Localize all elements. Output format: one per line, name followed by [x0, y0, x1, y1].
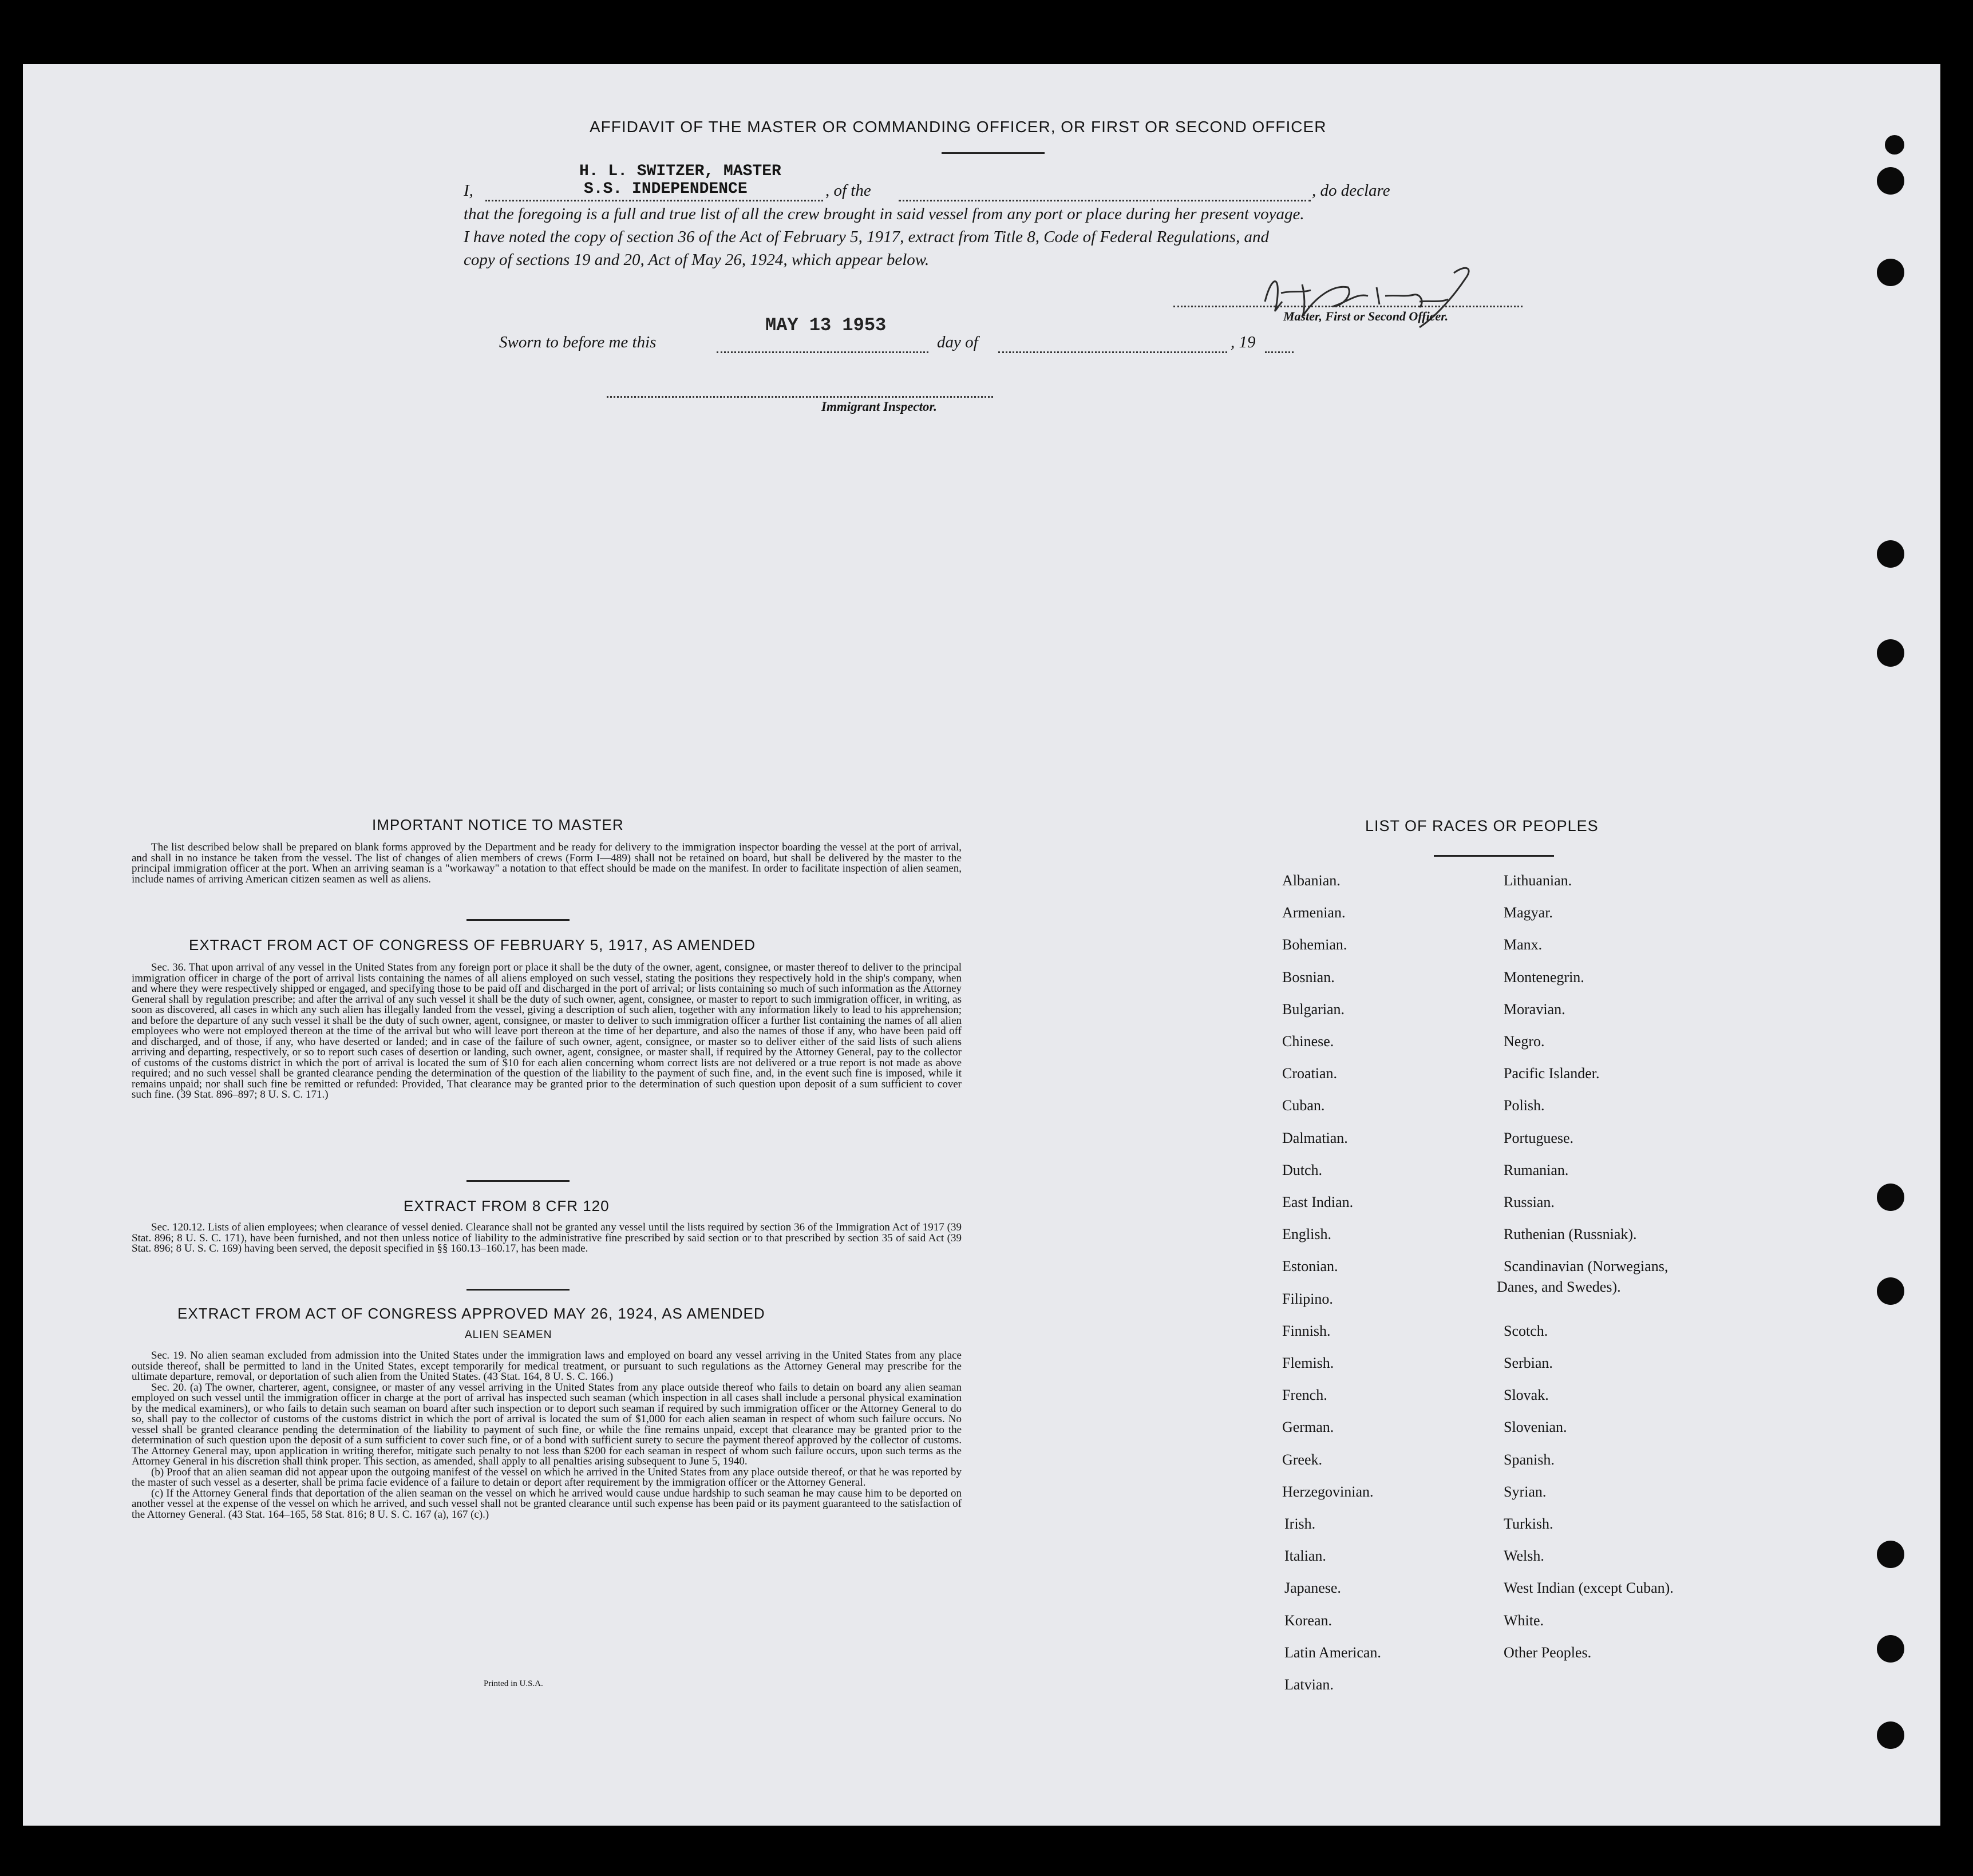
- race-item: Herzegovinian.: [1282, 1483, 1374, 1500]
- race-item: Flemish.: [1282, 1355, 1334, 1371]
- race-item: Negro.: [1504, 1033, 1545, 1050]
- day-of-label: day of: [937, 333, 978, 351]
- section-20b-paragraph: (b) Proof that an alien seaman did not appear upon the outgoing manifest of the vessel on which he arrived in the United States from any place outside thereof, or that he was reported by the master of such vessel as a deserter, shall be prima facie evidence of a failure to detain or deport after requirement by the immigration officer or the Attorney General.: [132, 1466, 962, 1489]
- race-item: Bosnian.: [1282, 969, 1335, 986]
- race-item: Ruthenian (Russniak).: [1504, 1226, 1637, 1242]
- race-item: Moravian.: [1504, 1001, 1565, 1018]
- section-36-paragraph: Sec. 36. That upon arrival of any vessel in the United States from any foreign port or place it shall be the duty of the owner, agent, consignee, or master thereof to deliver to the principal immigration officer in charge of the port of arrival lists containing the names of all aliens employed on such vessel, stating the positions they respectively hold in the ship's company, when and where they were respectively shipped or engaged, and specifying those to be paid off and discharged in the port of arrival; or lists containing so much of such information as the Attorney General shall by regulation prescribe; and after the arrival of any such vessel it shall be the duty of such owner, agent, consignee, or master to report to such immigration officer, in writing, as soon as discovered, all cases in which any such alien has illegally landed from the vessel, giving a description of such alien, together with any information likely to lead to his apprehension; and before the departure of any such vessel it shall be the duty of such owner, agent, consignee, or master to deliver to such immigration officer a further list containing the names of all alien employees who were not employed thereon at the time of the arrival but who will leave port thereon at the time of her departure, and also the names of those if any, who have been paid off and discharged, and of those, if any, who have deserted or landed; and in case of the failure of such owner, agent, consignee, or master so to deliver either of the said lists of such aliens arriving and departing, respectively, or so to report such cases of desertion or landing, such owner, agent, consignee, or master shall, if required by the Attorney General, pay to the collector of customs of the customs district in which the port of arrival is located the sum of $10 for each alien concerning whom correct lists are not delivered or a true report is not made as above required; and no such vessel shall be granted clearance pending the determination of the question of the liability to the payment of such fine, and, in the event such fine is imposed, while it remains unpaid; nor shall such fine be remitted or refunded: Provided, That clearance may be granted prior to the determination of such question upon deposit of a sum sufficient to cover such fine. (39 Stat. 896–897; 8 U. S. C. 171.): [132, 961, 962, 1101]
- race-item: Pacific Islander.: [1504, 1065, 1600, 1082]
- declaration-line-2: that the foregoing is a full and true list of all the crew brought in said vessel from any port or place during her present voyage.: [464, 205, 1304, 223]
- year-prefix: , 19: [1231, 333, 1256, 351]
- race-item: Bohemian.: [1282, 936, 1347, 953]
- race-item: Albanian.: [1282, 872, 1341, 889]
- race-item: Dalmatian.: [1282, 1130, 1348, 1146]
- extract-1924-title: EXTRACT FROM ACT OF CONGRESS APPROVED MAY 26, 1924, AS AMENDED: [177, 1305, 765, 1322]
- date-stamp: MAY 13 1953: [765, 315, 887, 336]
- race-item: White.: [1504, 1612, 1544, 1629]
- document-page: [23, 64, 1940, 1826]
- extract-8cfr-title: EXTRACT FROM 8 CFR 120: [404, 1197, 610, 1214]
- race-item: Serbian.: [1504, 1355, 1553, 1371]
- race-item: Dutch.: [1282, 1162, 1323, 1178]
- declaration-line-3: I have noted the copy of section 36 of the Act of February 5, 1917, extract from Title 8, Code of Federal Regulations, and: [464, 228, 1270, 246]
- extract-1917-title: EXTRACT FROM ACT OF CONGRESS OF FEBRUARY 5, 1917, AS AMENDED: [189, 936, 756, 953]
- race-item: East Indian.: [1282, 1194, 1354, 1210]
- race-item: Filipino.: [1282, 1291, 1333, 1307]
- race-item: Russian.: [1504, 1194, 1555, 1210]
- race-item: Magyar.: [1504, 904, 1553, 921]
- signature-caption: Master, First or Second Officer.: [1283, 309, 1449, 323]
- race-item: Korean.: [1284, 1612, 1333, 1629]
- races-title: LIST OF RACES OR PEOPLES: [1365, 817, 1599, 834]
- race-item: Scotch.: [1504, 1323, 1548, 1339]
- race-item: Manx.: [1504, 936, 1543, 953]
- race-item: Montenegrin.: [1504, 969, 1584, 986]
- notice-paragraph: The list described below shall be prepared on blank forms approved by the Department and be ready for delivery to the immigration inspector boarding the vessel at the port of arrival, and shall in no instance be taken from the vessel. The list of changes of alien members of crews (Form I—489) shall not be retained on board, but shall be delivered by the master to the principal immigration officer at the port. When an arriving seaman is a "workaway" a notation to that effect should be made on the manifest. In order to facilitate inspection of alien seamen, include names of arriving American citizen seamen as well as aliens.: [132, 841, 962, 885]
- race-item: West Indian (except Cuban).: [1504, 1580, 1674, 1596]
- race-item: Cuban.: [1282, 1097, 1325, 1114]
- notice-title: IMPORTANT NOTICE TO MASTER: [372, 816, 624, 833]
- race-item: Greek.: [1282, 1451, 1323, 1468]
- race-item: Welsh.: [1504, 1547, 1544, 1564]
- race-item-continuation: Danes, and Swedes).: [1497, 1279, 1621, 1295]
- line1-suffix: , do declare: [1312, 181, 1390, 200]
- race-item: Polish.: [1504, 1097, 1545, 1114]
- section-20c-paragraph: (c) If the Attorney General finds that deportation of the alien seaman on the vessel on which he arrived would cause undue hardship to such seaman he may cause him to be deported on another vessel at the expense of the vessel on which he arrived, and such vessel shall not be granted clearance until such expense has been paid or its payment guaranteed to the satisfaction of the Attorney General. (43 Stat. 164–165, 58 Stat. 816; 8 U. S. C. 167 (a), 167 (c).): [132, 1487, 962, 1521]
- race-item: Armenian.: [1282, 904, 1346, 921]
- race-item: Spanish.: [1504, 1451, 1555, 1468]
- race-item: Bulgarian.: [1282, 1001, 1345, 1018]
- line1-mid: , of the: [825, 181, 871, 200]
- race-item: Finnish.: [1282, 1323, 1331, 1339]
- race-item: Irish.: [1284, 1515, 1316, 1532]
- affidavit-title: AFFIDAVIT OF THE MASTER OR COMMANDING OFFICER, OR FIRST OR SECOND OFFICER: [590, 118, 1327, 136]
- race-item: Latvian.: [1284, 1676, 1334, 1693]
- race-item: Chinese.: [1282, 1033, 1334, 1050]
- race-item: German.: [1282, 1419, 1334, 1435]
- section-120-12-paragraph: Sec. 120.12. Lists of alien employees; when clearance of vessel denied. Clearance shall not be granted any vessel until the lists required by section 36 of the Immigration Act of 1917 (39 Stat. 896; 8 U. S. C. 171), have been furnished, and not then unless notice of liability to the administrative fine prescribed by said section or to that prescribed by section 35 of said Act (39 Stat. 896; 8 U. S. C. 169) having been served, the deposit specified in §§ 160.13–160.17, has been made.: [132, 1221, 962, 1254]
- race-item: Turkish.: [1504, 1515, 1553, 1532]
- race-item: English.: [1282, 1226, 1331, 1242]
- sworn-prefix: Sworn to before me this: [499, 333, 657, 351]
- race-item: Lithuanian.: [1504, 872, 1572, 889]
- race-item: Italian.: [1284, 1547, 1326, 1564]
- inspector-caption: Immigrant Inspector.: [821, 399, 937, 414]
- typed-vessel-name: S.S. INDEPENDENCE: [584, 180, 748, 198]
- race-item: French.: [1282, 1387, 1327, 1403]
- race-item: Croatian.: [1282, 1065, 1338, 1082]
- race-item: Japanese.: [1284, 1580, 1341, 1596]
- race-item: Rumanian.: [1504, 1162, 1569, 1178]
- race-item: Portuguese.: [1504, 1130, 1574, 1146]
- race-item: Other Peoples.: [1504, 1644, 1592, 1661]
- race-item: Slovak.: [1504, 1387, 1549, 1403]
- race-item: Syrian.: [1504, 1483, 1547, 1500]
- race-item: Scandinavian (Norwegians,: [1504, 1258, 1668, 1275]
- alien-seamen-subtitle: ALIEN SEAMEN: [465, 1329, 552, 1341]
- races-list: [23, 64, 1940, 1781]
- section-20a-paragraph: Sec. 20. (a) The owner, charterer, agent, consignee, or master of any vessel arriving in the United States from any place outside thereof who fails to detain on board any alien seaman employed on such vessel until the immigration officer in charge at the port of arrival has inspected such seaman (which inspection in all cases shall include a personal physical examination by the medical examiners), or who fails to detain such seaman on board after such inspection or to deport such seaman if required by such immigration officer or the Attorney General to do so, shall pay to the collector of customs of the customs district in which the port of arrival is located the sum of $1,000 for each alien seaman in respect of whom such failure occurs. No vessel shall be granted clearance pending the determination of the liability to payment of such fine, or while the fine remains unpaid, except that clearance may be granted prior to the determination of such question upon the deposit of a sum sufficient to cover such fine, or of a bond with sufficient surety to secure the payment thereof approved by the collector of customs. The Attorney General may, upon application in writing therefor, mitigate such penalty to not less than $200 for each seaman in respect of whom such failure occurs, upon such terms as the Attorney General in his discretion shall think proper. This section, as amended, shall apply to all penalties arising subsequent to June 5, 1940.: [132, 1381, 962, 1467]
- race-item: Estonian.: [1282, 1258, 1338, 1275]
- typed-master-name: H. L. SWITZER, MASTER: [579, 163, 781, 180]
- race-item: Slovenian.: [1504, 1419, 1567, 1435]
- declaration-line-4: copy of sections 19 and 20, Act of May 26, 1924, which appear below.: [464, 251, 930, 269]
- line1-prefix: I,: [464, 181, 473, 200]
- race-item: Latin American.: [1284, 1644, 1381, 1661]
- printed-in-usa: Printed in U.S.A.: [484, 1679, 543, 1688]
- section-19-paragraph: Sec. 19. No alien seaman excluded from admission into the United States under the immigration laws and employed on board any vessel arriving in the United States from any place outside thereof, shall be permitted to land in the United States, except temporarily for medical treatment, or pursuant to such regulations as the Attorney General may prescribe for the ultimate departure, removal, or deportation of such alien from the United States. (43 Stat. 164, 8 U. S. C. 166.): [132, 1349, 962, 1383]
